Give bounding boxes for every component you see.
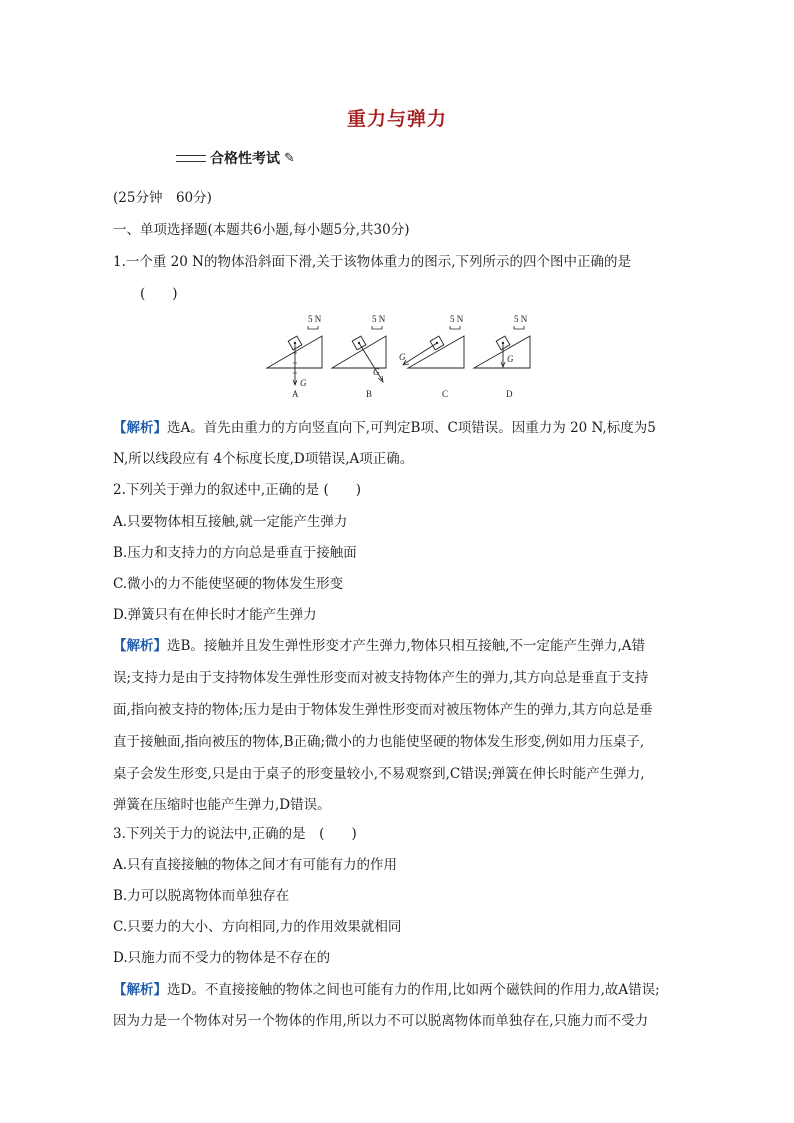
q1-bracket: ( ) [140, 286, 178, 302]
q1-stem: 1.一个重 20 N的物体沿斜面下滑,关于该物体重力的图示,下列所示的四个图中正确的是 [113, 254, 632, 270]
q3-stem: 3.下列关于力的说法中,正确的是 ( ) [113, 826, 357, 842]
pencil-icon: ✎ [284, 150, 295, 166]
q3-analysis-text-1: 选D。不直接接触的物体之间也可能有力的作用,比如两个磁铁间的作用力,故A错误; [167, 982, 660, 998]
q2-analysis-text-2: 误;支持力是由于支持物体发生弹性形变而对被支持物体产生的弹力,其方向总是垂直于支持 [113, 670, 649, 686]
q2-option-d: D.弹簧只有在伸长时才能产生弹力 [113, 607, 317, 623]
q2-option-c: C.微小的力不能使坚硬的物体发生形变 [113, 576, 344, 592]
figure-d [474, 314, 530, 399]
q3-option-d: D.只施力而不受力的物体是不存在的 [113, 950, 331, 966]
q2-option-a: A.只要物体相互接触,就一定能产生弹力 [113, 514, 348, 530]
scale-bar-a [308, 326, 318, 329]
q2-analysis-text-4: 直于接触面,指向被压的物体,B正确;微小的力也能使坚硬的物体发生形变,例如用力压桌子, [113, 734, 645, 750]
q3-option-b: B.力可以脱离物体而单独存在 [113, 888, 290, 904]
analysis-tag: 【解析】 [113, 982, 167, 998]
scale-label-d: 5 N [514, 314, 528, 324]
section-heading [176, 148, 295, 168]
scale-label-b: 5 N [372, 314, 386, 324]
q2-analysis-text-5: 桌子会发生形变,只是由于桌子的形变量较小,不易观察到,C错误;弹簧在伸长时能产生弹力, [113, 766, 645, 782]
section-label: 合格性考试 [210, 151, 280, 167]
scale-label-c: 5 N [450, 314, 464, 324]
scale-bar-c [450, 326, 460, 329]
analysis-tag: 【解析】 [113, 420, 167, 436]
scale-bar-b [372, 326, 382, 329]
q2-analysis-text-3: 面,指向被支持的物体;压力是由于物体发生弹性形变而对被压物体产生的弹力,其方向总是垂 [113, 702, 653, 718]
force-label-c: G [399, 352, 406, 362]
q1-analysis [113, 416, 656, 436]
force-label-d: G [507, 354, 514, 364]
part-heading: 一、单项选择题(本题共6小题,每小题5分,共30分) [113, 222, 410, 238]
figure-a [267, 314, 322, 399]
q2-analysis-text-6: 弹簧在压缩时也能产生弹力,D错误。 [113, 797, 331, 813]
q3-option-c: C.只要力的大小、方向相同,力的作用效果就相同 [113, 919, 402, 935]
q2-option-b: B.压力和支持力的方向总是垂直于接触面 [113, 545, 357, 561]
q1-analysis-text-1: 选A。首先由重力的方向竖直向下,可判定B项、C项错误。因重力为 20 N,标度为5 [167, 420, 656, 436]
q2-analysis [113, 634, 645, 654]
q2-stem: 2.下列关于弹力的叙述中,正确的是 ( ) [113, 482, 361, 498]
q1-figure [262, 310, 542, 406]
option-label-c: C [442, 389, 449, 399]
time-score: (25分钟 60分) [113, 190, 212, 206]
scale-label-a: 5 N [308, 314, 322, 324]
option-label-a: A [292, 389, 299, 399]
q1-analysis-text-2: N,所以线段应有 4个标度长度,D项错误,A项正确。 [113, 451, 414, 467]
option-label-b: B [366, 389, 373, 399]
force-label-a: G [300, 378, 307, 388]
option-label-d: D [506, 389, 513, 399]
double-rule [176, 155, 206, 162]
q3-option-a: A.只有直接接触的物体之间才有可能有力的作用 [113, 857, 398, 873]
page-title: 重力与弹力 [346, 108, 447, 130]
q2-analysis-text-1: 选B。接触并且发生弹性形变才产生弹力,物体只相互接触,不一定能产生弹力,A错 [167, 638, 646, 654]
q3-analysis [113, 978, 660, 998]
q3-analysis-text-2: 因为力是一个物体对另一个物体的作用,所以力不可以脱离物体而单独存在,只施力而不受力 [113, 1013, 649, 1029]
scale-bar-d [514, 326, 524, 329]
figure-b [332, 314, 386, 399]
figure-c [399, 314, 464, 399]
analysis-tag: 【解析】 [113, 638, 167, 654]
force-label-b: G [373, 367, 380, 377]
